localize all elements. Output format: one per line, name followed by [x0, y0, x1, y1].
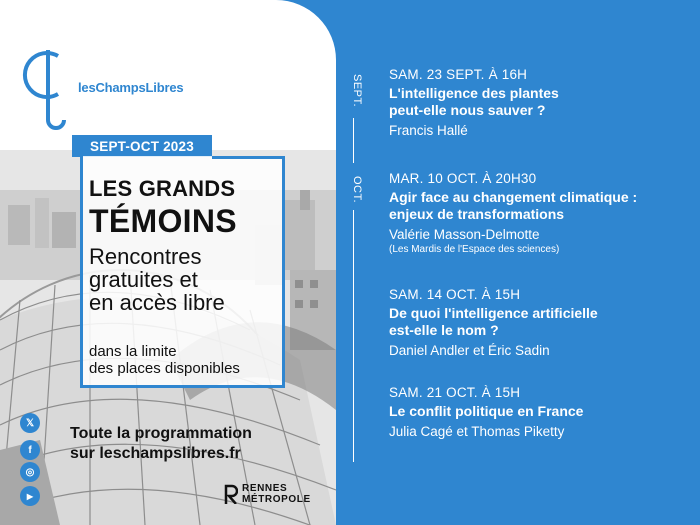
date-badge: SEPT-OCT 2023 [72, 135, 212, 157]
event-date: SAM. 23 SEPT. À 16H [389, 67, 528, 82]
event-item [389, 67, 559, 138]
event-date: MAR. 10 OCT. À 20H30 [389, 171, 537, 186]
programme-link[interactable]: Toute la programmation sur leschampslibres.fr [70, 425, 252, 462]
month-divider [353, 118, 354, 163]
logo-text: lesChampsLibres [78, 80, 184, 95]
subtitle: Rencontres gratuites et en accès libre [89, 244, 225, 315]
places-note: dans la limite des places disponibles [89, 343, 240, 377]
title-line-1: LES GRANDS [89, 176, 236, 201]
event-date: SAM. 21 OCT. À 15H [389, 385, 521, 400]
event-title: Le conflit politique en France [389, 403, 584, 419]
event-speaker: Francis Hallé [389, 123, 468, 138]
x-icon[interactable]: 𝕏 [20, 413, 40, 433]
event-item [389, 171, 637, 255]
event-note: (Les Mardis de l'Espace des sciences) [389, 244, 560, 255]
month-divider [353, 210, 354, 462]
instagram-icon[interactable]: ◎ [20, 462, 40, 482]
event-speaker: Valérie Masson-Delmotte [389, 227, 540, 242]
event-speaker: Julia Cagé et Thomas Piketty [389, 424, 565, 439]
event-title: De quoi l'intelligence artificielle est-elle le nom ? [389, 305, 598, 338]
champs-libres-logo-icon [18, 44, 74, 134]
facebook-icon[interactable]: f [20, 440, 40, 460]
month-label-oct: OCT. [351, 176, 363, 204]
event-item [389, 385, 583, 439]
event-title: Agir face au changement climatique : enjeux de transformations [389, 189, 638, 222]
left-panel [0, 0, 336, 525]
event-speaker: Daniel Andler et Éric Sadin [389, 343, 550, 358]
event-item [389, 287, 598, 358]
event-title: L'intelligence des plantes peut-elle nous sauver ? [389, 85, 559, 118]
rennes-metropole-logo: RENNES MÉTROPOLE [224, 483, 311, 505]
month-label-sept: SEPT. [351, 74, 363, 108]
title-line-2: TÉMOINS [89, 203, 237, 239]
youtube-icon[interactable]: ▶ [20, 486, 40, 506]
rennes-metropole-icon [224, 484, 238, 504]
event-date: SAM. 14 OCT. À 15H [389, 287, 521, 302]
